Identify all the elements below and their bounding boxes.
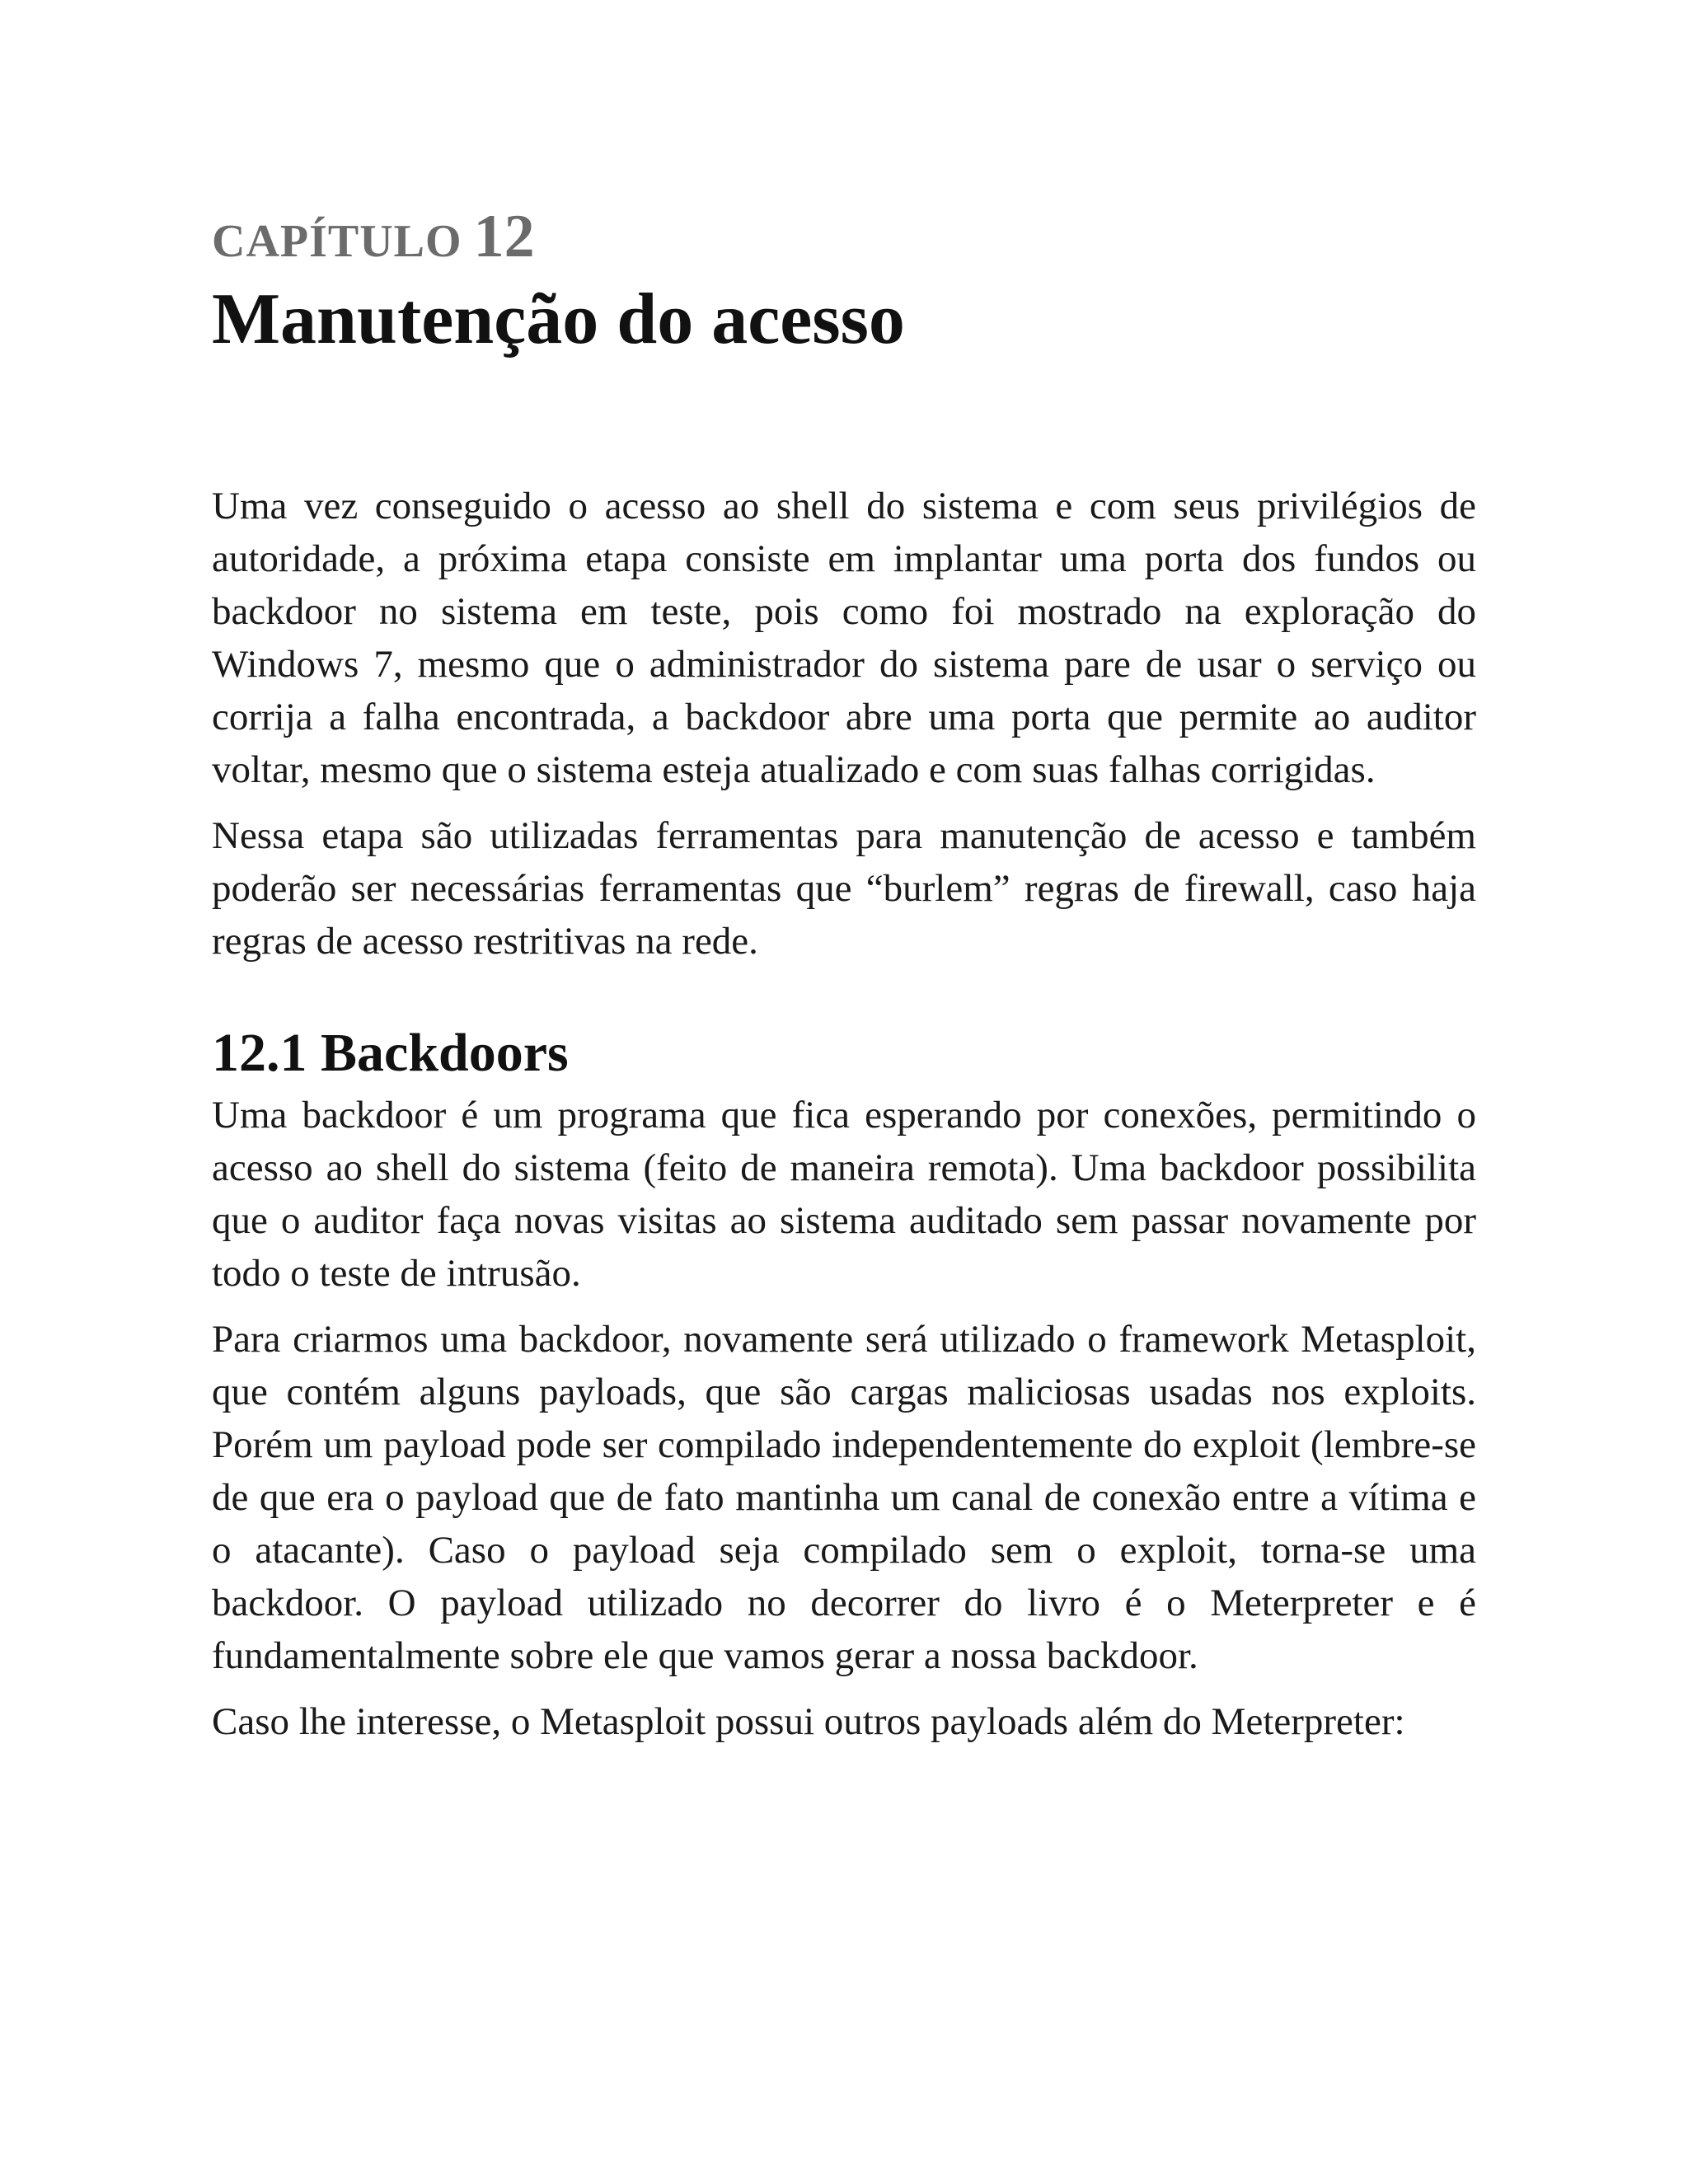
book-page: [212, 203, 1476, 1761]
section-paragraph-3: Caso lhe interesse, o Metasploit possui outros payloads além do Meterpreter:: [212, 1699, 1405, 1743]
chapter-number: 12: [473, 203, 535, 270]
intro-paragraph-1: Uma vez conseguido o acesso ao shell do sistema e com seus privilégios de autoridade, a próxima etapa consiste em implantar uma porta dos fundos ou backdoor no sistema em teste, pois como foi mostrado na exploração do Windows 7, mesmo que o administrador do sistema pare de usar o serviço ou corrija a falha encontrada, a backdoor abre uma porta que permite ao auditor voltar, mesmo que o sistema esteja atualizado e com suas falhas corrigidas.: [212, 485, 1476, 792]
section-paragraph-2: Para criarmos uma backdoor, novamente será utilizado o framework Metasploit, que contém alguns payloads, que são cargas maliciosas usadas nos exploits. Porém um payload pode ser compilado independentemente do exploit (lembre-se de que era o payload que de fato mantinha um canal de conexão entre a vítima e o atacante). Caso o payload seja compilado sem o exploit, torna-se uma backdoor. O payload utilizado no decorrer do livro é o Meterpreter e é fundamentalmente sobre ele que vamos gerar a nossa backdoor.: [212, 1317, 1476, 1677]
section-paragraph-1: Uma backdoor é um programa que fica esperando por conexões, permitindo o acesso ao shell do sistema (feito de maneira remota). Uma backdoor possibilita que o auditor faça novas visitas ao sistema auditado sem passar novamente por todo o teste de intrusão.: [212, 1093, 1476, 1295]
intro-paragraph-2: Nessa etapa são utilizadas ferramentas para manutenção de acesso e também poderão ser necessárias ferramentas que “burlem” regras de firewall, caso haja regras de acesso restritivas na rede.: [212, 814, 1476, 963]
section-body: [212, 1089, 1476, 1748]
chapter-title: Manutenção do acesso: [212, 279, 905, 359]
chapter-label: [212, 203, 1476, 270]
chapter-word: CAPÍTULO: [212, 216, 462, 267]
section-title: 12.1 Backdoors: [212, 1023, 569, 1084]
intro-section: [212, 480, 1476, 968]
